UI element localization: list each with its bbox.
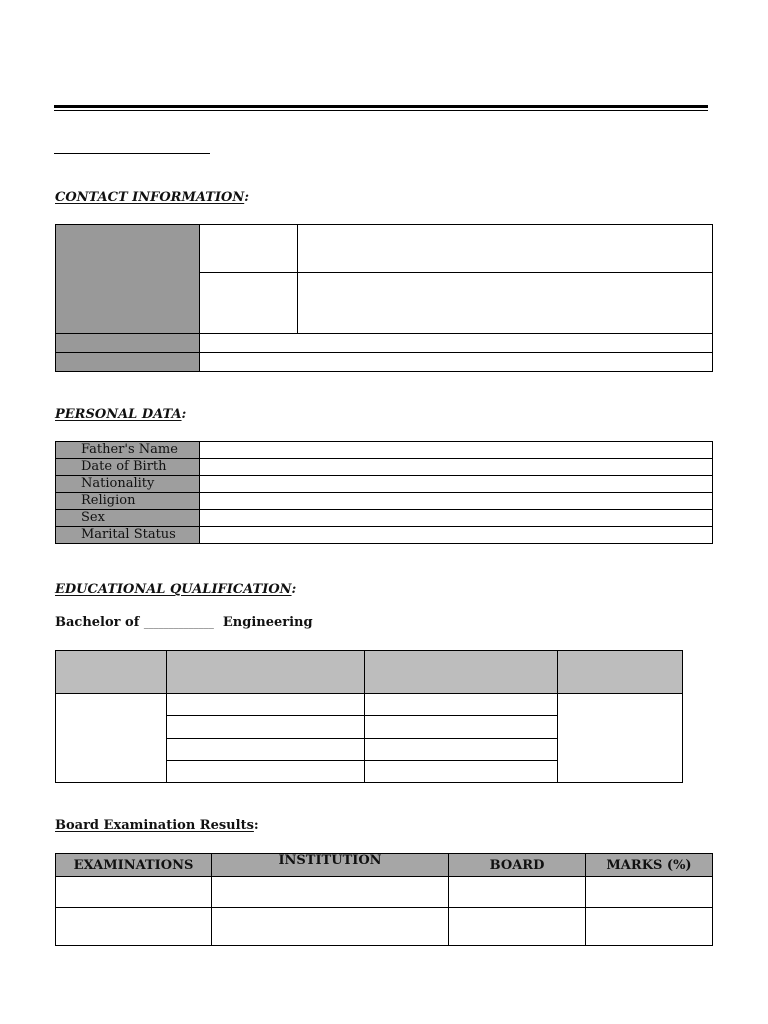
- board-cell-r2c2[interactable]: [212, 908, 449, 946]
- personal-heading-text: PERSONAL DATA: [55, 407, 182, 422]
- edu-cell-r3c3[interactable]: [365, 739, 558, 761]
- board-cell-r2c3[interactable]: [449, 908, 586, 946]
- board-heading-text: Board Examination Results: [55, 818, 254, 833]
- contact-heading: [55, 190, 249, 205]
- contact-label-cell-3: [56, 334, 200, 353]
- contact-label-cell-1: [200, 225, 298, 273]
- personal-label-religion: Religion: [56, 493, 200, 510]
- personal-value-sex[interactable]: [200, 510, 713, 527]
- personal-value-marital-status[interactable]: [200, 527, 713, 544]
- personal-data-table: [55, 441, 713, 544]
- board-exam-table: [55, 853, 713, 946]
- board-header-board: BOARD: [449, 854, 586, 877]
- top-double-rule-thick: [54, 105, 708, 108]
- edu-cell-r4c2[interactable]: [167, 761, 365, 783]
- personal-label-nationality: Nationality: [56, 476, 200, 493]
- personal-value-religion[interactable]: [200, 493, 713, 510]
- edu-cell-r3c2[interactable]: [167, 739, 365, 761]
- contact-value-cell-4[interactable]: [200, 353, 713, 372]
- personal-label-fathers-name: Father's Name: [56, 442, 200, 459]
- degree-suffix: Engineering: [222, 615, 313, 630]
- edu-header-cell-4: [558, 651, 683, 694]
- board-header-institution: INSTITUTION: [212, 854, 449, 877]
- board-cell-r2c4[interactable]: [586, 908, 713, 946]
- personal-heading-colon: :: [181, 407, 187, 422]
- top-double-rule-thin: [54, 110, 708, 111]
- contact-label-cell-4: [56, 353, 200, 372]
- edu-header-cell-2: [167, 651, 365, 694]
- contact-table: [55, 224, 713, 372]
- edu-cell-r2c2[interactable]: [167, 716, 365, 739]
- board-header-marks: MARKS (%): [586, 854, 713, 877]
- contact-value-cell-3[interactable]: [200, 334, 713, 353]
- board-cell-r1c1[interactable]: [56, 877, 212, 908]
- education-heading: [55, 582, 296, 597]
- board-cell-r1c2[interactable]: [212, 877, 449, 908]
- board-heading-colon: :: [253, 818, 259, 833]
- contact-value-cell-1[interactable]: [298, 225, 713, 273]
- board-cell-r2c1[interactable]: [56, 908, 212, 946]
- edu-merged-cell-left[interactable]: [56, 694, 167, 783]
- education-table: [55, 650, 683, 783]
- edu-cell-r2c3[interactable]: [365, 716, 558, 739]
- edu-merged-cell-right[interactable]: [558, 694, 683, 783]
- edu-cell-r1c3[interactable]: [365, 694, 558, 716]
- degree-blank[interactable]: ______________: [143, 618, 214, 629]
- personal-value-date-of-birth[interactable]: [200, 459, 713, 476]
- board-cell-r1c4[interactable]: [586, 877, 713, 908]
- edu-header-cell-3: [365, 651, 558, 694]
- contact-heading-text: CONTACT INFORMATION: [55, 190, 245, 205]
- degree-prefix: Bachelor of: [55, 615, 140, 630]
- contact-photo-cell: [56, 225, 200, 334]
- contact-heading-colon: :: [244, 190, 250, 205]
- edu-header-cell-1: [56, 651, 167, 694]
- education-heading-text: EDUCATIONAL QUALIFICATION: [55, 582, 292, 597]
- personal-label-marital-status: Marital Status: [56, 527, 200, 544]
- edu-cell-r4c3[interactable]: [365, 761, 558, 783]
- personal-value-nationality[interactable]: [200, 476, 713, 493]
- personal-heading: [55, 407, 186, 422]
- personal-label-sex: Sex: [56, 510, 200, 527]
- edu-cell-r1c2[interactable]: [167, 694, 365, 716]
- degree-line: [55, 615, 313, 630]
- board-cell-r1c3[interactable]: [449, 877, 586, 908]
- contact-value-cell-2[interactable]: [298, 273, 713, 334]
- education-heading-colon: :: [291, 582, 297, 597]
- personal-value-fathers-name[interactable]: [200, 442, 713, 459]
- board-heading: [55, 818, 259, 833]
- personal-label-date-of-birth: Date of Birth: [56, 459, 200, 476]
- contact-label-cell-2: [200, 273, 298, 334]
- board-header-examinations: EXAMINATIONS: [56, 854, 212, 877]
- name-underline: [54, 153, 210, 154]
